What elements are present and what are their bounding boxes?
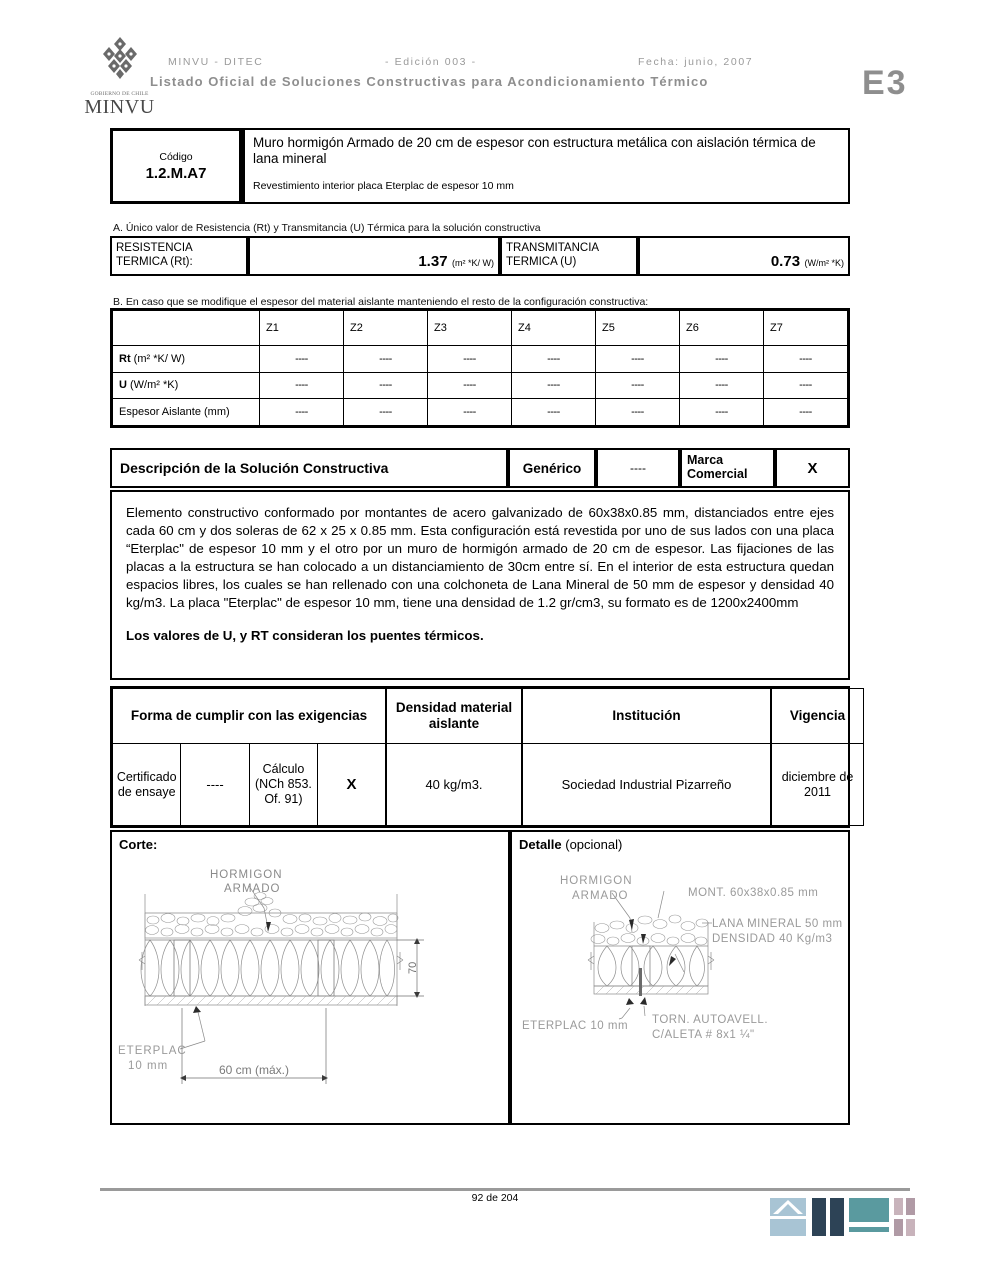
- table-row: [113, 399, 848, 426]
- cell-esp-z4: ----: [512, 399, 596, 426]
- marca-value-cell: X: [775, 448, 850, 488]
- concrete-aggregate-texture: [146, 893, 399, 937]
- cell-u-z3: ----: [428, 372, 512, 399]
- zone-header-z6: Z6: [680, 311, 764, 346]
- zone-header-z4: Z4: [512, 311, 596, 346]
- rt-label-line2: TERMICA (Rt):: [116, 256, 193, 269]
- calculo-label: Cálculo (NCh 853. Of. 91): [249, 744, 317, 826]
- cell-rt-z1: ----: [260, 346, 344, 373]
- u-label-line2: TERMICA (U): [506, 256, 577, 269]
- cell-rt-z6: ----: [680, 346, 764, 373]
- cell-esp-z6: ----: [680, 399, 764, 426]
- page-header: [0, 30, 990, 118]
- detalle-panel: [510, 830, 850, 1125]
- header-title: Listado Oficial de Soluciones Constructivas para Acondicionamiento Térmico: [150, 74, 709, 89]
- rt-label-line1: RESISTENCIA: [116, 242, 193, 254]
- row-label-u: U (W/m² *K): [113, 372, 260, 399]
- section-a-table: [110, 236, 850, 276]
- u-value: 0.73: [770, 253, 801, 270]
- corte-annot-eterplac-l2: 10 mm: [128, 1060, 169, 1072]
- zone-header-z2: Z2: [344, 311, 428, 346]
- detalle-mineral-wool: [598, 946, 705, 986]
- logo-minvu-text: MINVU: [84, 96, 155, 118]
- table-row: [113, 372, 848, 399]
- description-title-cell: [110, 448, 508, 488]
- code-cell: [110, 128, 242, 204]
- certificado-label: Certificado de ensaye: [113, 744, 181, 826]
- header-forma-cumplir: Forma de cumplir con las exigencias: [113, 689, 387, 744]
- table-row: [113, 346, 848, 373]
- eterplac-board: [145, 996, 397, 1005]
- section-b-table: [110, 308, 850, 428]
- footer-rule: [100, 1188, 910, 1191]
- detalle-section-svg: [512, 856, 848, 1124]
- generico-label-cell: Genérico: [508, 448, 596, 488]
- header-densidad: Densidad material aislante: [386, 689, 522, 744]
- corte-dim-height-label: 70: [407, 961, 419, 974]
- marca-label-cell: [680, 448, 775, 488]
- zone-header-z3: Z3: [428, 311, 512, 346]
- header-meta-row: [0, 56, 990, 70]
- cell-esp-z1: ----: [260, 399, 344, 426]
- description-note: Los valores de U, y RT consideran los puentes térmicos.: [126, 627, 484, 643]
- leader-arrow-eterplac: [193, 1006, 201, 1013]
- detalle-annot-eterplac: ETERPLAC 10 mm: [522, 1020, 629, 1032]
- certificado-value: ----: [181, 744, 249, 826]
- cell-esp-z7: ----: [764, 399, 848, 426]
- corte-section-svg: [112, 856, 508, 1124]
- description-title: Descripción de la Solución Constructiva: [120, 460, 389, 476]
- cell-esp-z3: ----: [428, 399, 512, 426]
- self-drilling-screw: [639, 968, 642, 996]
- corte-panel: [110, 830, 510, 1125]
- marca-label-line2: Comercial: [687, 467, 748, 481]
- section-b-caption: B. En caso que se modifique el espesor del material aislante manteniendo el resto de la configuración constructiva:: [113, 296, 649, 308]
- u-label-line1: TRANSMITANCIA: [506, 242, 600, 254]
- section-a-caption: A. Único valor de Resistencia (Rt) y Transmitancia (U) Térmica para la solución constructiva: [113, 222, 541, 234]
- corte-drawing: [112, 856, 508, 1124]
- detalle-annot-tornillo-l1: TORN. AUTOAVELL.: [652, 1014, 769, 1026]
- drawings-row: [110, 830, 850, 1125]
- corte-dim-width-label: 60 cm (máx.): [218, 1063, 290, 1077]
- zone-corner-cell: [113, 311, 260, 346]
- zone-header-z7: Z7: [764, 311, 848, 346]
- header-section-code: E3: [862, 64, 908, 102]
- detalle-annot-tornillo-l2: C/ALETA # 8x1 ¼": [652, 1029, 755, 1041]
- densidad-value: 40 kg/m3.: [386, 744, 522, 826]
- header-vigencia: Vigencia: [771, 689, 864, 744]
- solution-code-box: [110, 128, 850, 208]
- detalle-annot-montante: MONT. 60x38x0.85 mm: [688, 887, 819, 899]
- footer-page-number: 92 de 204: [471, 1192, 519, 1204]
- solution-description-cell: [242, 128, 850, 204]
- cell-esp-z5: ----: [596, 399, 680, 426]
- cell-esp-z2: ----: [344, 399, 428, 426]
- rt-value: 1.37: [418, 253, 448, 270]
- footer-logo-icon: [770, 1198, 915, 1240]
- corte-annot-hormigon-l1: HORMIGON: [210, 869, 283, 881]
- u-value-cell: [638, 236, 850, 276]
- header-dept: MINVU - DITEC: [168, 56, 264, 68]
- description-body: [110, 490, 850, 680]
- solution-description-sub: Revestimiento interior placa Eterplac de espesor 10 mm: [253, 179, 514, 192]
- detalle-annot-lana-l2: DENSIDAD 40 Kg/m3: [712, 933, 833, 945]
- table-row: [113, 744, 864, 826]
- zone-header-z1: Z1: [260, 311, 344, 346]
- cell-rt-z7: ----: [764, 346, 848, 373]
- table-row-header: [113, 311, 848, 346]
- cell-u-z2: ----: [344, 372, 428, 399]
- description-paragraph: Elemento constructivo conformado por montantes de acero galvanizado de 60x38x0.85 mm, distanciados entre ejes cada 60 cm y dos soleras de 62 x 25 x 0.85 mm. Esta configuración está revestida por uno de sus lados con una placa “Eterplac" de espesor 10 mm y el otro por un muro de hormigón armado de 20 cm de espesor. Las fijaciones de las placas a la estructura se han colocado a un distanciamiento de 30cm entre sí. En el interior de esta estructura quedan espacios libres, los cuales se han rellenado con una colchoneta de Lana Mineral de 50 mm de espesor y densidad 40 kg/m3. La placa "Eterplac" de espesor 10 mm, tiene una densidad de 1.2 gr/cm3, su formato es de 1200x2400mm: [126, 505, 834, 610]
- description-header-row: [110, 448, 850, 488]
- table-row-header: [113, 689, 864, 744]
- cell-u-z4: ----: [512, 372, 596, 399]
- detalle-drawing: [512, 856, 848, 1124]
- detalle-concrete-aggregate: [591, 915, 708, 945]
- detalle-annot-lana-l1: LANA MINERAL 50 mm: [712, 918, 843, 930]
- cell-u-z1: ----: [260, 372, 344, 399]
- cell-rt-z3: ----: [428, 346, 512, 373]
- cell-rt-z2: ----: [344, 346, 428, 373]
- u-label-cell: [500, 236, 638, 276]
- detalle-label: Detalle (opcional): [519, 837, 623, 852]
- corte-annot-hormigon-l2: ARMADO: [224, 883, 281, 895]
- cell-u-z6: ----: [680, 372, 764, 399]
- leader-arrow-concrete: [266, 922, 271, 932]
- footer-logo: [770, 1198, 915, 1240]
- corte-annot-eterplac-l1: ETERPLAC: [118, 1045, 187, 1057]
- calculo-value: X: [318, 744, 386, 826]
- solution-description-main: Muro hormigón Armado de 20 cm de espesor con estructura metálica con aislación térmica de lana mineral: [253, 135, 816, 167]
- marca-label-line1: Marca: [687, 453, 724, 468]
- cell-u-z7: ----: [764, 372, 848, 399]
- vigencia-value: diciembre de 2011: [771, 744, 864, 826]
- detalle-annot-hormigon-l2: ARMADO: [572, 890, 629, 902]
- cell-rt-z5: ----: [596, 346, 680, 373]
- institucion-value: Sociedad Industrial Pizarreño: [522, 744, 771, 826]
- header-date: Fecha: junio, 2007: [638, 56, 754, 68]
- row-label-espesor: Espesor Aislante (mm): [113, 399, 260, 426]
- zone-header-z5: Z5: [596, 311, 680, 346]
- detalle-annot-hormigon-l1: HORMIGON: [560, 875, 633, 887]
- generico-value-cell: ----: [596, 448, 680, 488]
- row-label-rt: Rt (m² *K/ W): [113, 346, 260, 373]
- corte-label: Corte:: [119, 837, 158, 852]
- logo-gobierno-text: GOBIERNO DE CHILE: [90, 91, 149, 97]
- compliance-table: [110, 686, 854, 828]
- rt-value-cell: [248, 236, 500, 276]
- code-label: Código: [159, 150, 193, 163]
- rt-unit: (m² *K/ W): [452, 258, 494, 268]
- rt-label-cell: [110, 236, 248, 276]
- cell-rt-z4: ----: [512, 346, 596, 373]
- mineral-wool-loops: [141, 940, 395, 996]
- detalle-eterplac-board: [594, 986, 708, 994]
- cell-u-z5: ----: [596, 372, 680, 399]
- code-value: 1.2.M.A7: [145, 164, 207, 182]
- header-edition: - Edición 003 -: [385, 56, 477, 68]
- u-unit: (W/m² *K): [804, 258, 844, 268]
- header-institucion: Institución: [522, 689, 771, 744]
